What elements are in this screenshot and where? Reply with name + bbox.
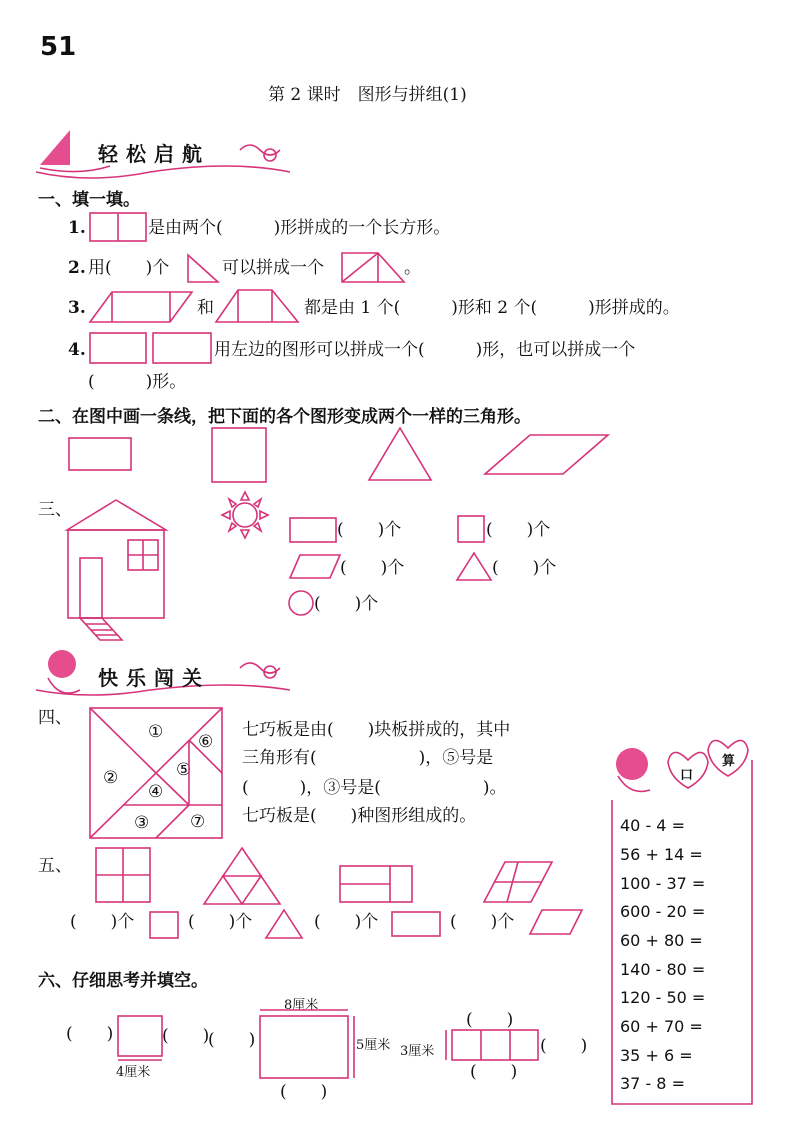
q3-and: 和	[197, 298, 214, 318]
s6-rect-blank[interactable]: ( )	[208, 1030, 256, 1050]
tangram-num-5: ⑤	[176, 760, 192, 780]
s3-rect-icon	[290, 518, 336, 542]
s3-triangle-icon	[457, 553, 491, 580]
s3-square-blank[interactable]: ( )个	[486, 520, 551, 540]
s3-parallelogram-blank[interactable]: ( )个	[340, 558, 405, 578]
s5-blank-4[interactable]: ( )个	[450, 912, 515, 932]
section2-title: 二、在图中画一条线，把下面的各个图形变成两个一样的三角形。	[38, 407, 531, 427]
s3-circle-icon	[289, 591, 313, 615]
mental-panel-border	[612, 760, 752, 1104]
mental-item: 56 + 14 =	[620, 845, 703, 864]
section4-label: 四、	[38, 708, 72, 728]
s6-rect-right-dim: 5厘米	[356, 1038, 391, 1053]
s5-rect-icon	[392, 912, 440, 936]
tangram-num-7: ⑦	[190, 812, 206, 832]
house-roof	[67, 500, 166, 530]
tangram-num-1: ①	[148, 722, 164, 742]
house-door	[80, 558, 102, 618]
mental-item: 600 - 20 =	[620, 902, 706, 921]
banner-title-2: 快乐闯关	[98, 666, 210, 690]
s4-line-2: 三角形有( )，⑤号是	[242, 748, 494, 768]
s2-square	[212, 428, 266, 482]
sun-icon	[233, 503, 257, 527]
s6-rectangle	[260, 1016, 348, 1078]
q4-rect-1	[90, 333, 146, 363]
s4-line-1: 七巧板是由( )块板拼成的，其中	[242, 720, 511, 740]
q2-triangle	[188, 255, 218, 282]
tangram-num-6: ⑥	[198, 732, 214, 752]
s6-square-side-blank[interactable]: ( )	[162, 1026, 210, 1046]
mental-item: 100 - 37 =	[620, 874, 706, 893]
s3-circle-blank[interactable]: ( )个	[314, 594, 379, 614]
s3-square-icon	[458, 516, 484, 542]
section6-title: 六、仔细思考并填空。	[38, 971, 208, 991]
q1-number: 1.	[68, 218, 86, 238]
q3-number: 3.	[68, 298, 86, 318]
s6-square-dim: 4厘米	[116, 1065, 151, 1080]
mental-item: 60 + 70 =	[620, 1017, 703, 1036]
s5-blank-3[interactable]: ( )个	[314, 912, 379, 932]
q4-number: 4.	[68, 340, 86, 360]
q3-trapezoid	[216, 290, 298, 322]
house-ladder	[80, 618, 122, 640]
tangram-num-2: ②	[103, 768, 119, 788]
s3-rect-blank[interactable]: ( )个	[337, 520, 402, 540]
mental-item: 37 - 8 =	[620, 1074, 685, 1093]
s6-rect-bottom-blank[interactable]: ( )	[280, 1082, 328, 1102]
mental-item: 40 - 4 =	[620, 816, 685, 835]
tangram-num-4: ④	[148, 782, 164, 802]
s5-square-icon	[150, 912, 178, 938]
s4-line-4: 七巧板是( )种图形组成的。	[242, 806, 477, 826]
q4-rect-2	[153, 333, 211, 363]
page-number: 51	[40, 32, 77, 62]
lesson-title: 第 2 课时 图形与拼组(1)	[268, 85, 467, 105]
mental-item: 35 + 6 =	[620, 1046, 693, 1065]
s3-parallelogram-icon	[290, 555, 340, 578]
section3-label: 三、	[38, 500, 72, 520]
tangram-num-3: ③	[134, 813, 150, 833]
s6-square-blank[interactable]: ( )	[66, 1024, 114, 1044]
mental-item: 60 + 80 =	[620, 931, 703, 950]
q4-text: 用左边的图形可以拼成一个( )形，也可以拼成一个	[214, 340, 636, 360]
q3-parallelogram	[90, 292, 192, 322]
s6-strip-top-blank[interactable]: ( )	[466, 1010, 514, 1030]
s2-parallelogram	[485, 435, 608, 474]
s5-blank-2[interactable]: ( )个	[188, 912, 253, 932]
q4-line2: ( )形。	[88, 372, 187, 392]
s6-strip-bottom-blank[interactable]: ( )	[470, 1062, 518, 1082]
s6-square	[118, 1016, 162, 1056]
banner-title-1: 轻松启航	[98, 142, 210, 166]
q2-post: 。	[404, 258, 421, 278]
q1-text: 是由两个( )形拼成的一个长方形。	[148, 218, 451, 238]
heart-icon	[668, 752, 708, 788]
s5-parallelogram-icon	[530, 910, 582, 934]
s6-rect-top-dim: 8厘米	[284, 998, 319, 1013]
mental-label-2: 算	[722, 754, 736, 769]
s2-rectangle	[69, 438, 131, 470]
q2-mid: 可以拼成一个	[222, 258, 324, 278]
s4-line-3: ( )，③号是( )。	[242, 778, 507, 798]
mental-item: 140 - 80 =	[620, 960, 706, 979]
heart-icon	[708, 740, 748, 776]
s5-triangle-icon	[266, 910, 302, 938]
girl-icon	[616, 748, 648, 780]
q2-number: 2.	[68, 258, 86, 278]
q3-text: 都是由 1 个( )形和 2 个( )形拼成的。	[304, 298, 680, 318]
s6-strip-left-dim: 3厘米	[400, 1044, 435, 1059]
s6-strip	[452, 1030, 538, 1060]
house-body	[68, 530, 164, 618]
mental-label-1: 口	[680, 768, 694, 783]
s5-blank-1[interactable]: ( )个	[70, 912, 135, 932]
s3-triangle-blank[interactable]: ( )个	[492, 558, 557, 578]
section1-title: 一、填一填。	[38, 190, 140, 210]
mental-item: 120 - 50 =	[620, 988, 706, 1007]
s2-triangle	[369, 428, 431, 480]
s6-strip-right-blank[interactable]: ( )	[540, 1036, 588, 1056]
q2-pre: 用( )个	[88, 258, 170, 278]
section5-label: 五、	[38, 856, 72, 876]
